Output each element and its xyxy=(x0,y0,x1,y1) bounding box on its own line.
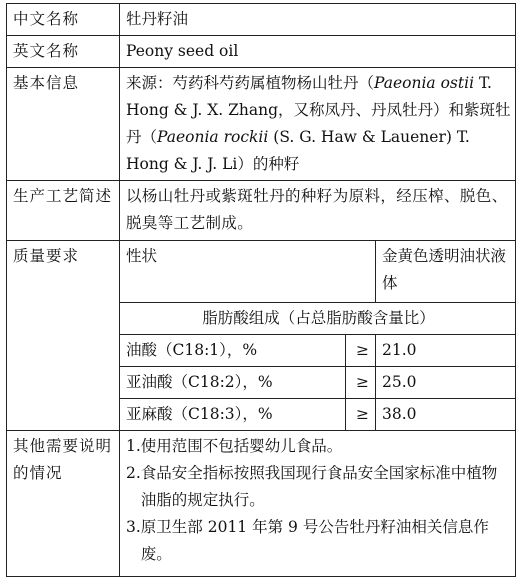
note-text: 食品安全指标按照我国现行食品安全国家标准中植物油脂的规定执行。 xyxy=(140,464,498,509)
row-chinese-name xyxy=(7,4,516,36)
quality-label: 质量要求 xyxy=(7,241,120,431)
basic-info-text-1: 来源：芍药科芍药属植物杨山牡丹（ xyxy=(126,74,375,92)
acid-operator: ≥ xyxy=(346,335,376,367)
property-value: 金黄色透明油状液体 xyxy=(376,241,516,303)
acid-operator: ≥ xyxy=(346,399,376,431)
other-label: 其他需要说明的情况 xyxy=(7,431,120,577)
note-item xyxy=(126,514,511,568)
acid-value: 38.0 xyxy=(376,399,516,431)
note-item xyxy=(126,433,511,460)
chinese-name-value: 牡丹籽油 xyxy=(120,4,516,36)
basic-info-value xyxy=(120,68,516,181)
acid-value: 21.0 xyxy=(376,335,516,367)
note-number: 1. xyxy=(126,437,141,455)
fatty-acid-header: 脂肪酸组成（占总脂肪酸含量比） xyxy=(120,303,516,335)
basic-info-text-2: T. Hong & J. X. Zhang，又称凤丹、丹凤牡丹）和紫斑牡丹（ xyxy=(126,74,511,146)
acid-name: 亚麻酸（C18:3），% xyxy=(120,399,346,431)
note-text: 使用范围不包括婴幼儿食品。 xyxy=(140,437,343,455)
chinese-name-label: 中文名称 xyxy=(7,4,120,36)
row-process xyxy=(7,181,516,241)
row-english-name xyxy=(7,36,516,68)
spec-table xyxy=(6,3,516,577)
property-label: 性状 xyxy=(120,241,376,303)
note-number: 3. xyxy=(126,518,141,536)
note-number: 2. xyxy=(126,464,141,482)
acid-operator: ≥ xyxy=(346,367,376,399)
basic-info-text-3: (S. G. Haw & Lauener) T. Hong & J. J. Li）的种籽 xyxy=(126,128,470,173)
acid-value: 25.0 xyxy=(376,367,516,399)
basic-info-label: 基本信息 xyxy=(7,68,120,181)
english-name-value: Peony seed oil xyxy=(120,36,516,68)
process-value: 以杨山牡丹或紫斑牡丹的种籽为原料，经压榨、脱色、脱臭等工艺制成。 xyxy=(120,181,516,241)
acid-name: 油酸（C18:1），% xyxy=(120,335,346,367)
row-quality-property xyxy=(7,241,516,303)
other-notes xyxy=(120,431,516,577)
english-name-label: 英文名称 xyxy=(7,36,120,68)
acid-name: 亚油酸（C18:2），% xyxy=(120,367,346,399)
note-item xyxy=(126,460,511,514)
note-text: 原卫生部 2011 年第 9 号公告牡丹籽油相关信息作废。 xyxy=(140,518,489,563)
process-label: 生产工艺简述 xyxy=(7,181,120,241)
species-name-ostii: Paeonia ostii xyxy=(374,74,475,92)
row-basic-info xyxy=(7,68,516,181)
species-name-rockii: Paeonia rockii xyxy=(157,128,269,146)
row-other xyxy=(7,431,516,577)
